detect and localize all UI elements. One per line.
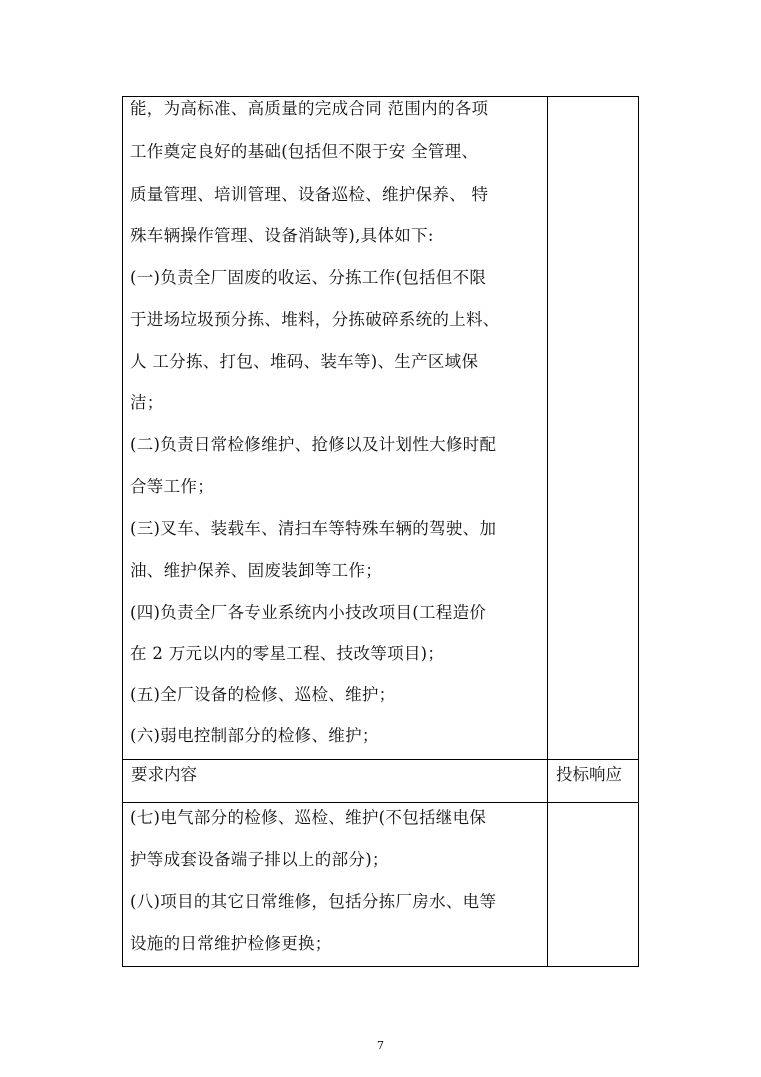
text-line: 设施的日常维护检修更换； (130, 934, 332, 953)
text-line: 工作奠定良好的基础(包括但不限于安 全管理、 (130, 142, 479, 161)
text-line: 于进场垃圾预分拣、堆料，分拣破碎系统的上料、 (130, 310, 500, 329)
text-line: 油、维护保养、固废装卸等工作； (130, 561, 382, 580)
table-right-border (638, 96, 639, 967)
text-line: (六)弱电控制部分的检修、维护； (130, 726, 379, 745)
text-line: (一)负责全厂固废的收运、分拣工作(包括但不限 (130, 268, 487, 287)
text-line: 洁； (130, 393, 164, 412)
text-line: 殊车辆操作管理、设备消缺等),具体如下: (130, 226, 434, 245)
text-line: (四)负责全厂各专业系统内小技改项目(工程造价 (130, 603, 487, 622)
text-line: (五)全厂设备的检修、巡检、维护； (130, 685, 396, 704)
text-line: (二)负责日常检修维护、抢修以及计划性大修时配 (130, 435, 497, 454)
text-line: 人 工分拣、打包、堆码、装车等)、生产区域保 (130, 352, 479, 371)
header-bid-response: 投标响应 (556, 765, 622, 784)
text-line: (七)电气部分的检修、巡检、维护(不包括继电保 (130, 808, 487, 827)
text-line: 合等工作； (130, 477, 214, 496)
table-left-border (122, 96, 123, 967)
table-bottom-border (122, 966, 639, 967)
text-line: (八)项目的其它日常维修，包括分拣厂房水、电等 (130, 892, 497, 911)
header-requirements: 要求内容 (131, 765, 197, 784)
page-number: 7 (377, 1039, 384, 1052)
text-line: 护等成套设备端子排以上的部分)； (130, 850, 389, 869)
column-divider (547, 96, 548, 967)
text-line: 质量管理、培训管理、设备巡检、维护保养、 特 (130, 185, 489, 204)
text-line: (三)叉车、装载车、清扫车等特殊车辆的驾驶、加 (130, 519, 497, 538)
text-line: 在 2 万元以内的零星工程、技改等项目)； (130, 644, 445, 663)
text-line: 能，为高标准、高质量的完成合同 范围内的各项 (130, 99, 489, 118)
